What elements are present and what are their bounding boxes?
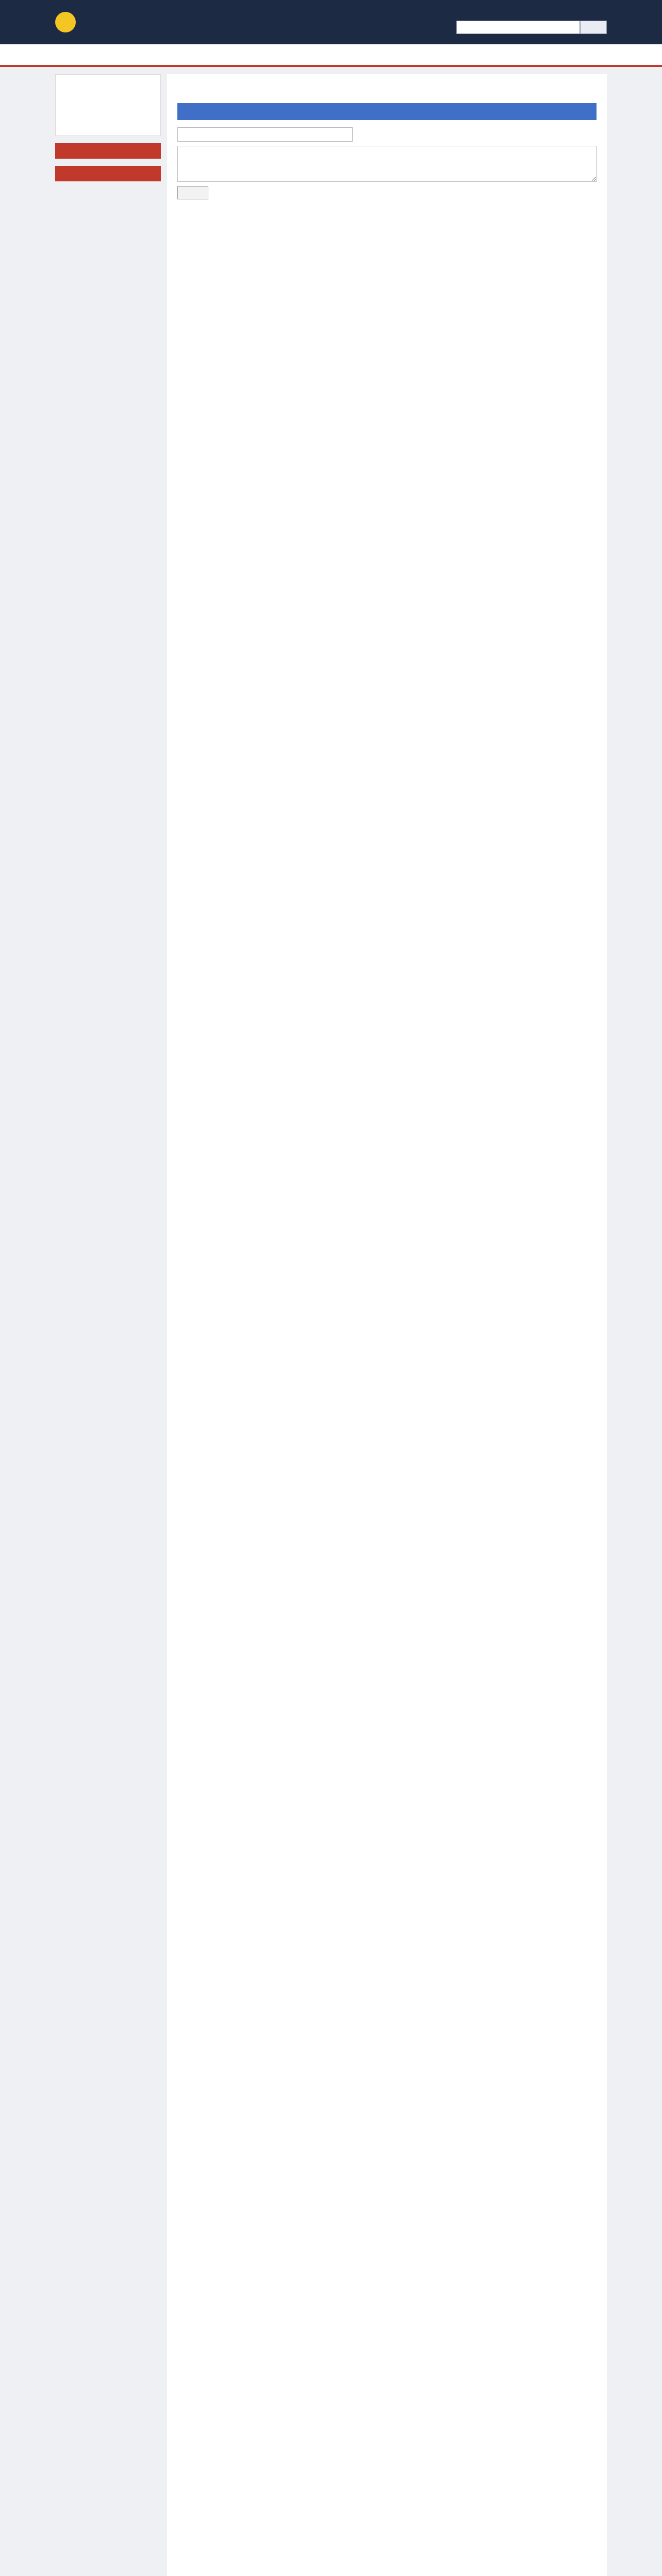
- search-input[interactable]: [456, 21, 580, 34]
- comment-body-field[interactable]: [177, 146, 597, 182]
- name-field[interactable]: [177, 127, 353, 142]
- sidebar-articles-title: [55, 166, 161, 181]
- site-logo-icon[interactable]: [55, 12, 76, 32]
- sidebar: [55, 74, 161, 189]
- submit-button[interactable]: [177, 186, 208, 199]
- sidebar-articles-block: [55, 166, 161, 181]
- main-content: [167, 74, 607, 2576]
- site-header: [0, 0, 662, 44]
- search-form: [456, 21, 607, 34]
- main-nav: [0, 44, 662, 67]
- page-title: [177, 82, 597, 98]
- sidebar-ad[interactable]: [55, 74, 161, 136]
- sidebar-links-block: [55, 143, 161, 159]
- sidebar-links-title: [55, 143, 161, 159]
- search-button[interactable]: [580, 21, 607, 34]
- post-form: [177, 127, 597, 201]
- board-notice[interactable]: [177, 103, 597, 120]
